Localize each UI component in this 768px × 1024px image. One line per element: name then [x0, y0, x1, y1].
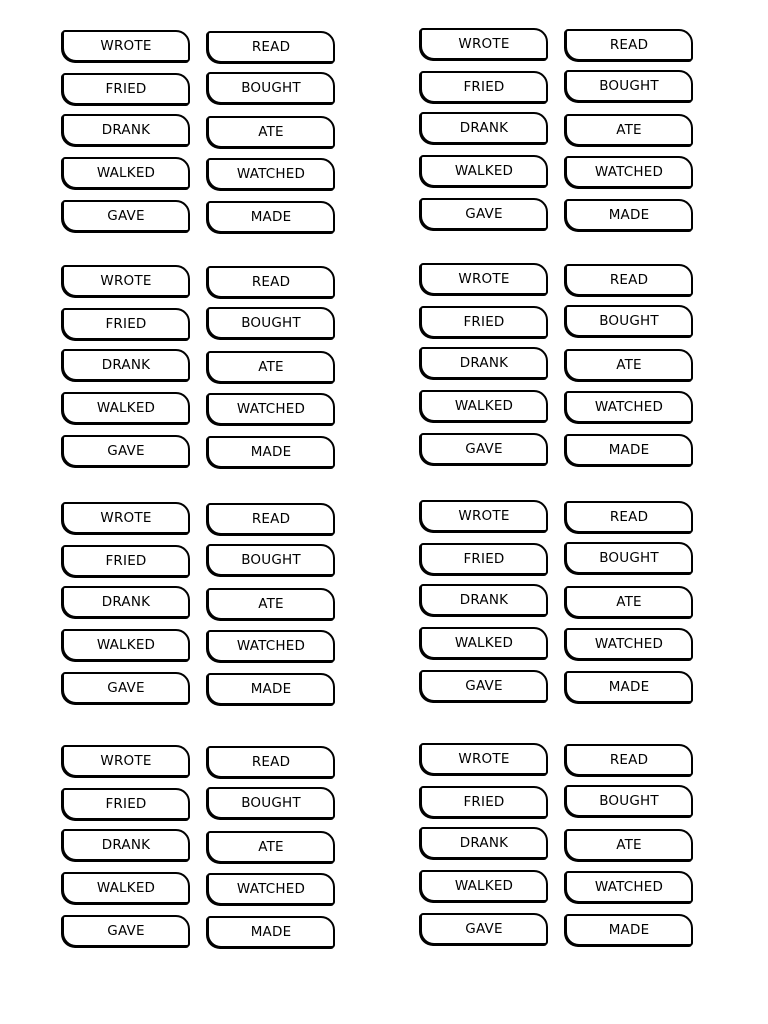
word-card-gave: GAVE	[420, 913, 548, 945]
word-card-watched: WATCHED	[207, 873, 335, 905]
word-card-wrote: WROTE	[62, 502, 190, 534]
word-card-gave: GAVE	[62, 435, 190, 467]
word-card-walked: WALKED	[420, 390, 548, 422]
word-card-read: READ	[565, 501, 693, 533]
card-block-8	[420, 743, 696, 949]
word-card-watched: WATCHED	[565, 391, 693, 423]
word-card-drank: DRANK	[62, 586, 190, 618]
word-card-fried: FRIED	[62, 308, 190, 340]
card-block-2	[420, 28, 696, 234]
word-card-ate: ATE	[207, 831, 335, 863]
word-card-ate: ATE	[565, 586, 693, 618]
word-card-bought: BOUGHT	[565, 785, 693, 817]
card-block-5	[62, 502, 338, 708]
word-card-gave: GAVE	[62, 200, 190, 232]
word-card-read: READ	[207, 266, 335, 298]
word-card-ate: ATE	[207, 588, 335, 620]
word-card-made: MADE	[207, 673, 335, 705]
word-card-wrote: WROTE	[420, 28, 548, 60]
card-block-4	[420, 263, 696, 469]
word-card-drank: DRANK	[420, 584, 548, 616]
word-card-read: READ	[207, 31, 335, 63]
word-card-watched: WATCHED	[565, 871, 693, 903]
word-card-bought: BOUGHT	[207, 72, 335, 104]
word-card-drank: DRANK	[62, 829, 190, 861]
word-card-bought: BOUGHT	[565, 542, 693, 574]
word-card-made: MADE	[565, 671, 693, 703]
card-block-7	[62, 745, 338, 951]
word-card-fried: FRIED	[420, 543, 548, 575]
word-card-drank: DRANK	[62, 114, 190, 146]
word-card-gave: GAVE	[62, 672, 190, 704]
word-card-made: MADE	[565, 434, 693, 466]
word-card-fried: FRIED	[62, 788, 190, 820]
word-card-read: READ	[207, 746, 335, 778]
word-card-walked: WALKED	[420, 870, 548, 902]
word-card-gave: GAVE	[420, 670, 548, 702]
word-card-walked: WALKED	[62, 392, 190, 424]
word-card-ate: ATE	[565, 829, 693, 861]
word-card-bought: BOUGHT	[565, 305, 693, 337]
card-block-3	[62, 265, 338, 471]
word-card-walked: WALKED	[62, 872, 190, 904]
word-card-made: MADE	[565, 914, 693, 946]
word-card-drank: DRANK	[420, 112, 548, 144]
word-card-wrote: WROTE	[420, 263, 548, 295]
word-card-wrote: WROTE	[62, 30, 190, 62]
word-card-wrote: WROTE	[420, 743, 548, 775]
word-card-made: MADE	[207, 436, 335, 468]
word-card-bought: BOUGHT	[207, 544, 335, 576]
word-card-read: READ	[565, 264, 693, 296]
word-card-walked: WALKED	[62, 629, 190, 661]
word-card-read: READ	[565, 744, 693, 776]
word-card-fried: FRIED	[62, 73, 190, 105]
word-card-bought: BOUGHT	[565, 70, 693, 102]
word-card-read: READ	[207, 503, 335, 535]
word-card-watched: WATCHED	[565, 628, 693, 660]
word-card-drank: DRANK	[62, 349, 190, 381]
word-card-wrote: WROTE	[62, 745, 190, 777]
word-card-walked: WALKED	[420, 155, 548, 187]
word-card-ate: ATE	[207, 116, 335, 148]
word-card-wrote: WROTE	[420, 500, 548, 532]
word-card-walked: WALKED	[420, 627, 548, 659]
word-card-wrote: WROTE	[62, 265, 190, 297]
word-card-made: MADE	[207, 201, 335, 233]
word-card-drank: DRANK	[420, 827, 548, 859]
word-card-gave: GAVE	[62, 915, 190, 947]
word-card-watched: WATCHED	[565, 156, 693, 188]
word-card-drank: DRANK	[420, 347, 548, 379]
card-block-1	[62, 30, 338, 236]
word-card-read: READ	[565, 29, 693, 61]
word-card-fried: FRIED	[420, 71, 548, 103]
word-card-walked: WALKED	[62, 157, 190, 189]
word-card-fried: FRIED	[420, 786, 548, 818]
word-card-ate: ATE	[207, 351, 335, 383]
word-card-watched: WATCHED	[207, 158, 335, 190]
word-card-bought: BOUGHT	[207, 787, 335, 819]
word-card-made: MADE	[207, 916, 335, 948]
word-card-watched: WATCHED	[207, 630, 335, 662]
word-card-made: MADE	[565, 199, 693, 231]
word-card-gave: GAVE	[420, 433, 548, 465]
word-card-fried: FRIED	[420, 306, 548, 338]
word-card-bought: BOUGHT	[207, 307, 335, 339]
word-card-fried: FRIED	[62, 545, 190, 577]
word-card-ate: ATE	[565, 349, 693, 381]
card-block-6	[420, 500, 696, 706]
word-card-watched: WATCHED	[207, 393, 335, 425]
word-card-ate: ATE	[565, 114, 693, 146]
word-card-gave: GAVE	[420, 198, 548, 230]
